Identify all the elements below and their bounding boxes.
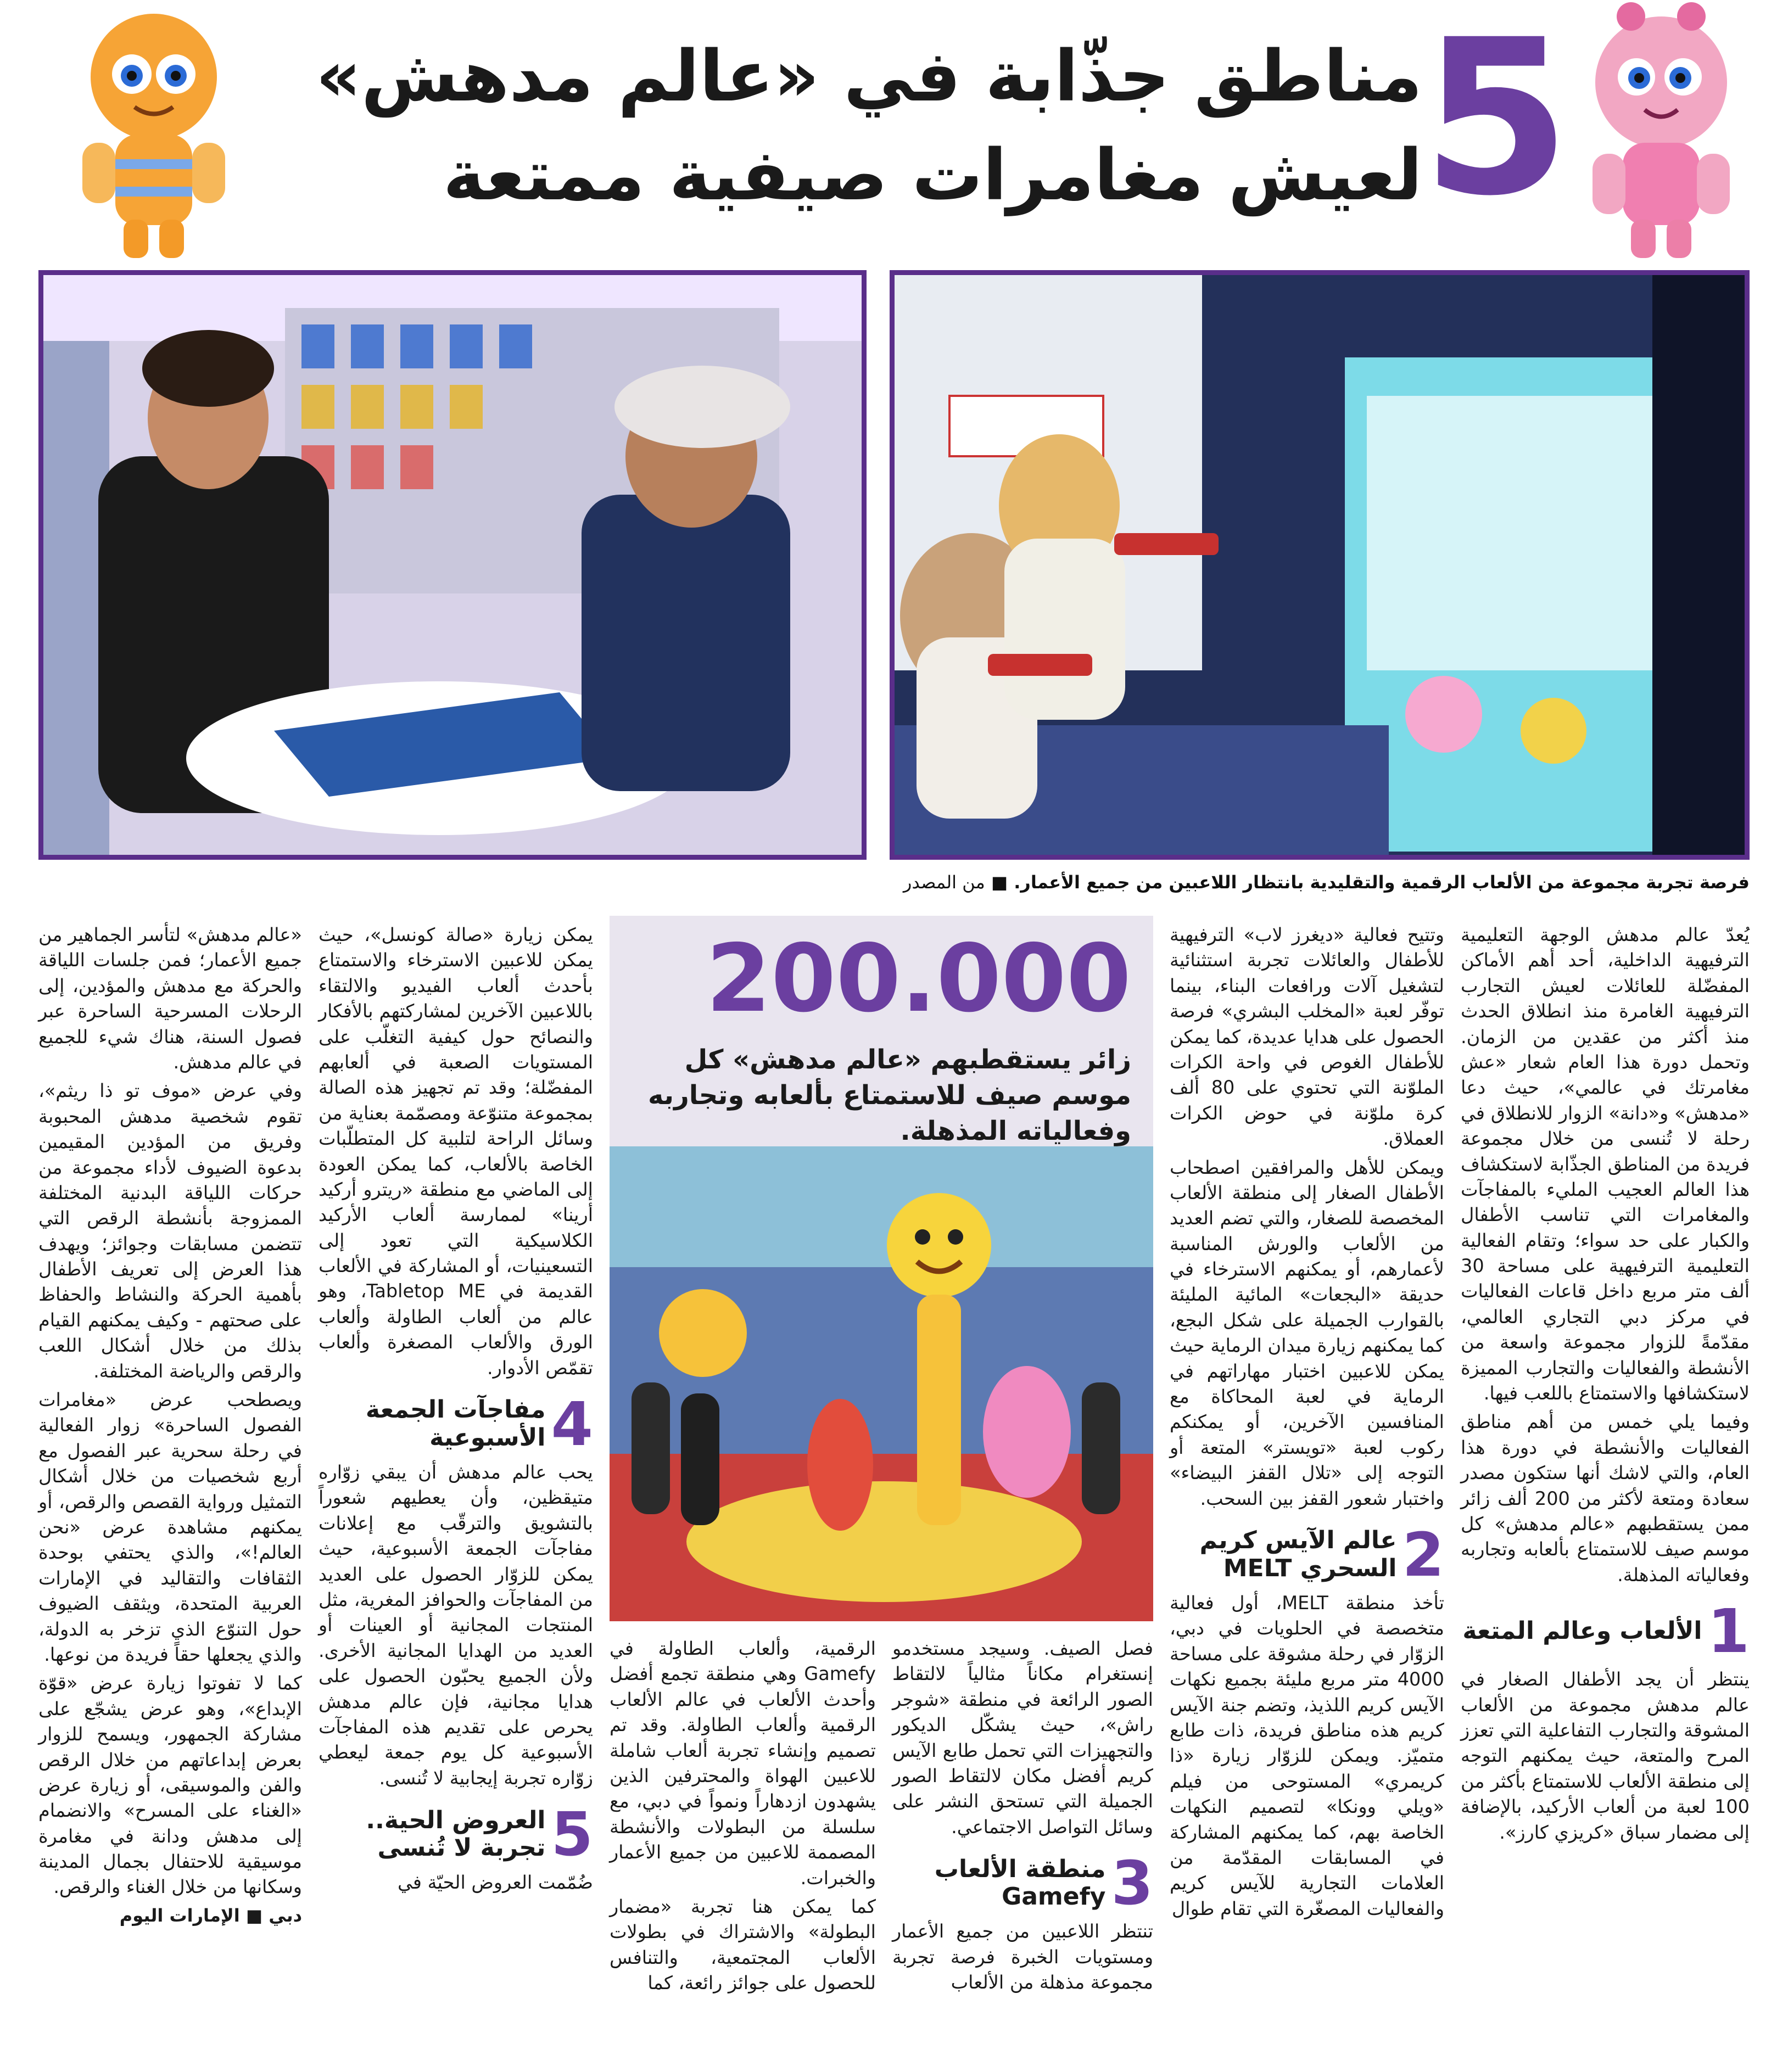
section-1-heading (1461, 1596, 1750, 1667)
paragraph: ينتظر أن يجد الأطفال الصغار في عالم مدهش مجموعة من الألعاب المشوقة والتجارب التفاعلية التي تعزز المرح والمتعة، حيث يمكنهم التوجه إلى منطقة الألعاب للاستمتاع بأكثر من 100 لعبة من ألعاب الأركيد، بالإضافة إلى مضمار سباق «كريزي كارز». (1461, 1668, 1750, 1843)
section-number: 3 (1111, 1848, 1153, 1919)
section-number: 2 (1402, 1519, 1444, 1590)
stat-box (610, 916, 1153, 1146)
paragraph: وفي عرض «موف تو ذا ريثم»، تقوم شخصية مدهش المحبوبة وفريق من المؤدين المقيمين بدعوة الضيوف لأداء مجموعة من حركات اللياقة البدنية المختلفة الممزوجة بأنشطة الرقص التي تتضمن مسابقات وجوائز؛ ويهدف هذا العرض إلى تعريف الأطفال بأهمية الحركة والنشاط والحفاظ على صحتهم - وكيف يمكنهم القيام بذلك من خلال أشكال اللعب والرقص والرياضة المختلفة. (38, 1080, 302, 1382)
byline: دبي ■ الإمارات اليوم (119, 1905, 302, 1926)
photo-mascot-crowd (610, 1146, 1153, 1621)
section-title: عالم الآيس كريم السحري MELT (1199, 1526, 1397, 1582)
column-4 (319, 922, 593, 2064)
mascot-orange-right (71, 0, 236, 264)
caption-source: من المصدر (903, 872, 985, 893)
section-number: 5 (551, 1799, 593, 1870)
stat-number: 200.000 (706, 925, 1131, 1033)
section-title: الألعاب وعالم المتعة (1462, 1616, 1702, 1645)
section-5-heading (319, 1799, 593, 1870)
paragraph: ويمكن للأهل والمرافقين اصطحاب الأطفال الصغار إلى منطقة الألعاب المخصصة للصغار، والتي تضم العديد من الألعاب والورش المناسبة لأعمارهم، أو يمكنهم الاسترخاء في حديقة «البجعات» المائية المليئة بالقوارب الجميلة على شكل البجع، كما يمكنهم زيارة ميدان الرماية حيث يمكن للاعبين اختبار مهاراتهم في الرماية في لعبة المحاكاة مع المنافسين الآخرين، أو يمكنكم ركوب لعبة «تويستر» المتعة أو التوجه إلى «تلال القفز البيضاء» واختبار شعور القفز بين السحب. (1170, 1156, 1444, 1509)
photo-chess (38, 270, 867, 860)
paragraph: «عالم مدهش» لتأسر الجماهير من جميع الأعمار؛ فمن جلسات اللياقة والحركة مع مدهش والمؤدين، إلى الرحلات المسرحية الساحرة عبر فصول السنة، هناك شيء للجميع في عالم مدهش. (38, 924, 302, 1073)
section-title: العروض الحية.. تجربة لا تُنسى (366, 1806, 546, 1862)
column-2 (1170, 922, 1444, 2064)
photo-caption (38, 872, 1750, 893)
section-number: 4 (551, 1389, 593, 1460)
photo-arcade (890, 270, 1750, 860)
paragraph: وتتيح فعالية «ديغرز لاب» الترفيهية للأطفال والعائلات تجربة استثنائية لتشغيل آلات ورافعات البناء، بينما توفّر لعبة «المخلب البشري» فرصة الحصول على هدايا عديدة، كما يمكن للأطفال الغوص في واحة الكرات الملوّنة التي تحتوي على 80 ألف كرة ملوّنة في حوض الكرات العملاق. (1170, 924, 1444, 1150)
column-1 (1461, 922, 1750, 2064)
caption-text: فرصة تجربة مجموعة من الألعاب الرقمية والتقليدية بانتظار اللاعبين من جميع الأعمار. ■ (991, 872, 1750, 893)
paragraph: يحب عالم مدهش أن يبقي زوّاره متيقظين، وأن يعطيهم شعوراً بالتشويق والترقّب مع إعلانات مفاجآت الجمعة الأسبوعية، حيث يمكن للزوّار الحصول على العديد من المفاجآت والحوافز المغرية، مثل المنتجات المجانية أو العينات أو العديد من الهدايا المجانية الأخرى. ولأن الجميع يحبّون الحصول على هدايا مجانية، فإن عالم مدهش يحرص على تقديم هذه المفاجآت الأسبوعية كل يوم جمعة ليعطي زوّاره تجربة إيجابية لا تُنسى. (319, 1461, 593, 1789)
section-3-heading (892, 1848, 1153, 1919)
section-4-heading (319, 1389, 593, 1460)
mascot-pink-left (1571, 0, 1752, 264)
paragraph: الرقمية، وألعاب الطاولة في Gamefy وهي منطقة تجمع أفضل وأحدث الألعاب في عالم الألعاب الرقمية وألعاب الطاولة. وقد تم تصميم وإنشاء تجربة ألعاب شاملة للاعبين الهواة والمحترفين الذين يشهدون ازدهاراً ونمواً في دبي، مع سلسلة من البطولات والأنشطة المصممة للاعبين من جميع الأعمار والخبرات. (610, 1638, 876, 1889)
paragraph: كما يمكن هنا تجربة «مضمار البطولة» والاشتراك في بطولات الألعاب المجتمعية، والتنافس للحصول على جوائز رائعة، كما (610, 1895, 876, 1994)
paragraph: تأخذ منطقة MELT، أول فعالية متخصصة في الحلويات في دبي، الزوّار في رحلة مشوقة على مساحة 4000 متر مربع مليئة بجميع نكهات الآيس كريم اللذيذ، وتضم جنة الآيس كريم هذه مناطق فريدة، ذات طابع متميّز. ويمكن للزوّار زيارة «ذا كريمري» المستوحى من فيلم «ويلي وونكا» لتصميم النكهات الخاصة بهم، كما يمكنهم المشاركة في المسابقات المقدّمة من العلامات التجارية للآيس كريم والفعاليات المصغّرة التي تقام طوال (1170, 1592, 1444, 1919)
paragraph: وفيما يلي خمس من أهم مناطق الفعاليات والأنشطة في دورة هذا العام، والتي لاشك أنها ستكون مصدر سعادة ومتعة لأكثر من 200 ألف زائر ممن يستقطبهم «عالم مدهش» كل موسم صيف للاستمتاع بألعابه وتجاربه وفعالياته المذهلة. (1461, 1411, 1750, 1586)
column-3b (610, 1636, 876, 2064)
paragraph: ويصطحب عرض «مغامرات الفصول الساحرة» زوار الفعالية في رحلة سحرية عبر الفصول مع أربع شخصيات من خلال أشكال التمثيل ورواية القصص والرقص، أو يمكنهم مشاهدة عرض «نحن العالم!»، والذي يحتفي بوحدة الثقافات والتقاليد في الإمارات العربية المتحدة، ويثقف الضيوف حول التنوّع الذي تزخر به الدولة، والذي يجعلها حقاً فريدة من نوعها. (38, 1389, 302, 1665)
headline-line-2: لعيش مغامرات صيفية ممتعة (443, 135, 1422, 216)
headline-number: 5 (1421, 0, 1571, 243)
headline-line-1: مناطق جذّابة في «عالم مدهش» (316, 36, 1422, 117)
section-title: منطقة الألعاب Gamefy (934, 1855, 1106, 1911)
paragraph: كما لا تفوتوا زيارة عرض «قوّة الإبداع»، وهو عرض يشجّع على مشاركة الجمهور، ويسمح للزوار بعرض إبداعاتهم من خلال الرقص والفن والموسيقى، أو زيارة عرض «الغناء على المسرح» والانضمام إلى مدهش ودانة في مغامرة موسيقية للاحتفال بجمال المدينة وسكانها من خلال الغناء والرقص. (38, 1672, 302, 1898)
section-number: 1 (1707, 1596, 1750, 1667)
paragraph: يمكن زيارة «صالة كونسل»، حيث يمكن للاعبين الاسترخاء والاستمتاع بأحدث ألعاب الفيديو والالتقاء باللاعبين الآخرين لمشاركتهم بالأفكار والنصائح حول كيفية التغلّب على المستويات الصعبة في ألعابهم المفضّلة؛ وقد تم تجهيز هذه الصالة بمجموعة متنوّعة ومصمّمة بعناية من وسائل الراحة لتلبية كل المتطلّبات الخاصة بالألعاب، كما يمكن العودة إلى الماضي مع منطقة «ريترو أركيد أرينا» لممارسة ألعاب الأركيد الكلاسيكية التي تعود إلى التسعينيات، أو المشاركة في الألعاب القديمة في Tabletop ME، وهو عالم من ألعاب الطاولة وألعاب الورق والألعاب المصغرة وألعاب تقمّص الأدوار. (319, 924, 593, 1379)
section-2-heading (1170, 1519, 1444, 1590)
stat-text: زائر يستقطبهم «عالم مدهش» كل موسم صيف للاستمتاع بألعابه وتجاربه وفعالياته المذهلة. (647, 1044, 1131, 1146)
paragraph: فصل الصيف. وسيجد مستخدمو إنستغرام مكاناً مثالياً لالتقاط الصور الرائعة في منطقة «شوجر راش»، حيث يشكّل الديكور والتجهيزات التي تحمل طابع الآيس كريم أفضل مكان لالتقاط الصور الجميلة التي تستحق النشر على وسائل التواصل الاجتماعي. (892, 1638, 1153, 1838)
section-title: مفاجآت الجمعة الأسبوعية (365, 1396, 546, 1452)
column-5 (38, 922, 302, 2064)
paragraph: ضُمّمت العروض الحيّة في (397, 1872, 593, 1894)
column-3 (892, 1636, 1153, 2064)
paragraph: يُعدّ عالم مدهش الوجهة التعليمية الترفيهية الداخلية، أحد أهم الأماكن المفضّلة للعائلات لعيش التجارب الترفيهية الغامرة منذ انطلاق الحدث منذ أكثر من عقدين من الزمان. وتحمل دورة هذا العام شعار «عش مغامرتك في عالمي»، حيث دعا «مدهش» و«دانة» الزوار للانطلاق في رحلة لا تُنسى من خلال مجموعة فريدة من المناطق الجذّابة لاستكشاف هذا العالم العجيب المليء بالمفاجآت والمغامرات التي تناسب الأطفال والكبار على حد سواء؛ وتقام الفعالية التعليمية الترفيهية على مساحة 30 ألف متر مربع داخل قاعات الفعاليات في مركز دبي التجاري العالمي، مقدّمةً للزوار مجموعة واسعة من الأنشطة والفعاليات والتجارب المميزة لاستكشافها والاستمتاع باللعب فيها. (1461, 924, 1750, 1404)
paragraph: تنتظر اللاعبين من جميع الأعمار ومستويات الخبرة فرصة تجربة مجموعة مذهلة من الألعاب (892, 1920, 1153, 1993)
